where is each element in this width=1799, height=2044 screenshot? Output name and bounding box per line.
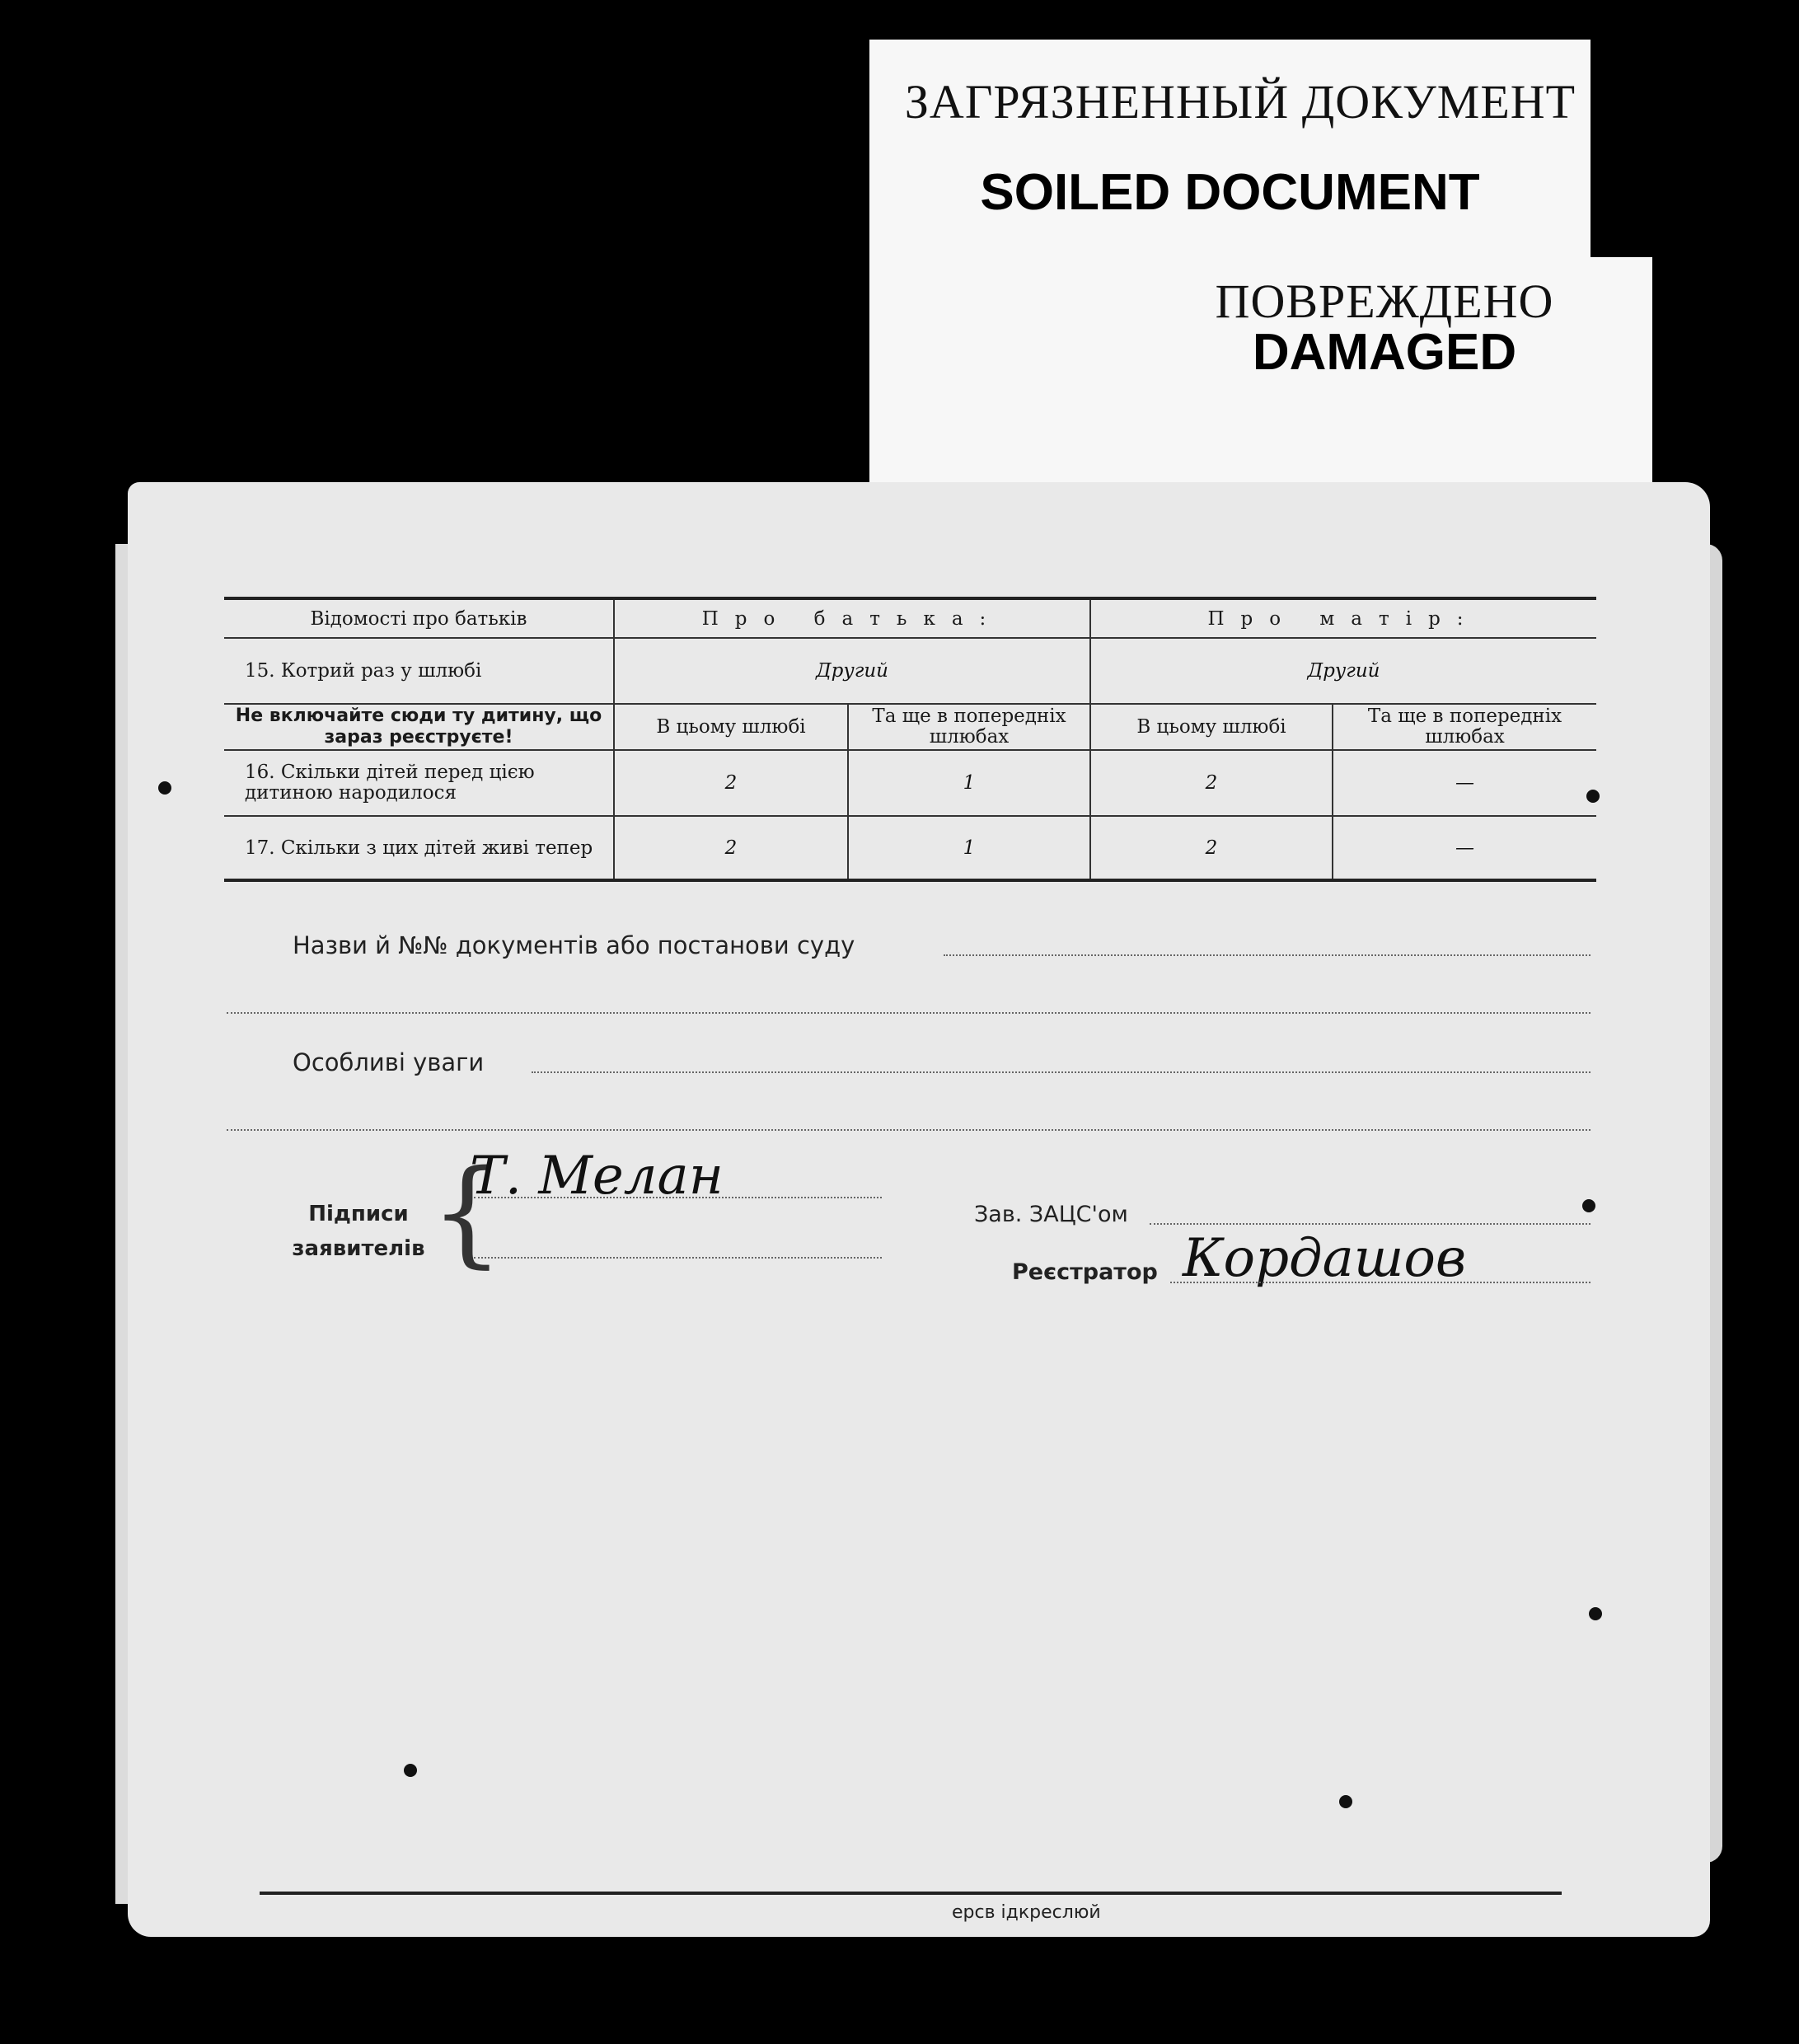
row17-father-prev: 1 [848,816,1090,880]
documents-field-line [944,954,1591,956]
documents-field-label: Назви й №№ документів або постанови суду [293,931,855,959]
subheader-father-this-marriage: В цьому шлюбі [614,704,848,750]
soiled-label-russian: ЗАГРЯЗНЕННЫЙ ДОКУМЕНТ [904,75,1576,129]
row17-father-this: 2 [614,816,848,880]
row16-label: 16. Скільки дітей перед цією дитиною народилося [224,750,614,816]
row17-mother-prev: — [1333,816,1596,880]
binding-hole [1586,790,1600,803]
remarks-field-line-2 [227,1129,1591,1131]
soiled-document-label [869,40,1591,262]
registrar-line [1170,1282,1591,1283]
subheader-father-previous: Та ще в попередніх шлюбах [848,704,1090,750]
remarks-field-label: Особливі уваги [293,1048,485,1076]
row15-label: 15. Котрий раз у шлюбі [224,638,614,704]
damaged-label [869,257,1652,513]
subheader-note: Не включайте сюди ту дитину, що зараз реєструєте! [224,704,614,750]
head-zags-label: Зав. ЗАЦС'ом [974,1202,1128,1227]
subheader-mother-previous: Та ще в попередніх шлюбах [1333,704,1596,750]
table-header-row [224,598,1596,638]
subheader-mother-this-marriage: В цьому шлюбі [1090,704,1333,750]
row15-father-value: Другий [614,638,1090,704]
documents-field-line-2 [227,1012,1591,1014]
header-mother: Про матір: [1090,598,1596,638]
table-row-16 [224,750,1596,816]
bottom-rule [260,1892,1562,1895]
applicants-signatures-label: Підписи заявителів [292,1202,425,1261]
registrar-signature: Кордашов [1183,1228,1467,1289]
table-row-17 [224,816,1596,880]
header-parents-info: Відомості про батьків [224,598,614,638]
binding-hole [1582,1199,1595,1212]
row16-father-prev: 1 [848,750,1090,816]
row16-mother-prev: — [1333,750,1596,816]
registrar-label: Реєстратор [1012,1259,1158,1285]
applicant-signature-line-1 [474,1197,882,1198]
soiled-label-english: SOILED DOCUMENT [980,164,1480,221]
row17-label: 17. Скільки з цих дітей живі тепер [224,816,614,880]
damaged-label-english: DAMAGED [1252,324,1517,381]
binding-hole [1339,1795,1352,1808]
bottom-cut-text: ерсв ідкреслюй [952,1902,1101,1923]
binding-hole [404,1764,417,1777]
binding-hole [158,781,171,795]
signatures-brace: { [430,1146,504,1280]
row16-mother-this: 2 [1090,750,1333,816]
row15-mother-value: Другий [1090,638,1596,704]
remarks-field-line [532,1071,1591,1073]
table-row-15 [224,638,1596,704]
applicant-signature-line-2 [474,1257,882,1259]
applicant-signature: Т. Мелан [470,1146,724,1207]
binding-hole [1589,1607,1602,1620]
damaged-label-russian: ПОВРЕЖДЕНО [1215,274,1554,328]
row16-father-this: 2 [614,750,848,816]
header-father: Про батька: [614,598,1090,638]
head-zags-line [1150,1223,1591,1225]
table-subheader-row [224,704,1596,750]
parents-info-table [224,597,1596,882]
row17-mother-this: 2 [1090,816,1333,880]
